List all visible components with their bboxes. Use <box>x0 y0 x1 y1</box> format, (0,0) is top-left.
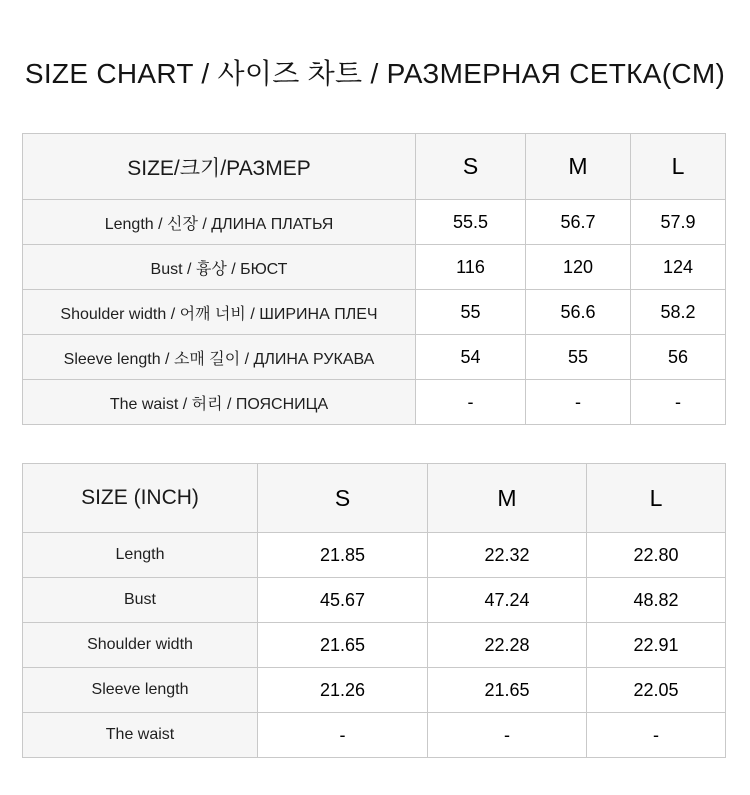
cm-col-header-m: M <box>526 134 631 200</box>
cm-row-waist <box>23 380 726 425</box>
value-cell: 124 <box>631 245 726 290</box>
inch-row-sleeve-length <box>23 668 726 713</box>
cm-table-title: SIZE/크기/РАЗМЕР <box>23 134 416 200</box>
cm-header-row <box>23 134 726 200</box>
row-label: Sleeve length <box>23 668 258 713</box>
inch-row-waist <box>23 713 726 758</box>
value-cell: 21.65 <box>428 668 587 713</box>
inch-row-shoulder-width <box>23 623 726 668</box>
row-label: Sleeve length / 소매 길이 / ДЛИНА РУКАВА <box>23 335 416 380</box>
value-cell: 22.28 <box>428 623 587 668</box>
cm-row-sleeve-length <box>23 335 726 380</box>
value-cell: 48.82 <box>587 578 726 623</box>
cm-size-table <box>22 133 726 425</box>
value-cell: 21.85 <box>258 533 428 578</box>
cm-row-bust <box>23 245 726 290</box>
value-cell: 58.2 <box>631 290 726 335</box>
value-cell: 55 <box>416 290 526 335</box>
row-label: Shoulder width <box>23 623 258 668</box>
inch-row-bust <box>23 578 726 623</box>
row-label: The waist <box>23 713 258 758</box>
row-label: Bust <box>23 578 258 623</box>
inch-table-title: SIZE (INCH) <box>23 464 258 533</box>
value-cell: 22.05 <box>587 668 726 713</box>
inch-size-table <box>22 463 726 758</box>
value-cell: - <box>428 713 587 758</box>
value-cell: 56 <box>631 335 726 380</box>
inch-header-row <box>23 464 726 533</box>
value-cell: 21.26 <box>258 668 428 713</box>
value-cell: - <box>587 713 726 758</box>
value-cell: - <box>526 380 631 425</box>
cm-col-header-s: S <box>416 134 526 200</box>
value-cell: - <box>631 380 726 425</box>
value-cell: 54 <box>416 335 526 380</box>
value-cell: 47.24 <box>428 578 587 623</box>
value-cell: 22.32 <box>428 533 587 578</box>
row-label: Length <box>23 533 258 578</box>
cm-col-header-l: L <box>631 134 726 200</box>
value-cell: 55 <box>526 335 631 380</box>
value-cell: 116 <box>416 245 526 290</box>
value-cell: 56.6 <box>526 290 631 335</box>
row-label: Length / 신장 / ДЛИНА ПЛАТЬЯ <box>23 200 416 245</box>
value-cell: 57.9 <box>631 200 726 245</box>
value-cell: - <box>258 713 428 758</box>
row-label: Shoulder width / 어깨 너비 / ШИРИНА ПЛЕЧ <box>23 290 416 335</box>
row-label: Bust / 흉상 / БЮСТ <box>23 245 416 290</box>
value-cell: - <box>416 380 526 425</box>
value-cell: 120 <box>526 245 631 290</box>
value-cell: 56.7 <box>526 200 631 245</box>
row-label: The waist / 허리 / ПОЯСНИЦА <box>23 380 416 425</box>
inch-col-header-s: S <box>258 464 428 533</box>
value-cell: 45.67 <box>258 578 428 623</box>
value-cell: 22.80 <box>587 533 726 578</box>
inch-col-header-l: L <box>587 464 726 533</box>
page-title: SIZE CHART / 사이즈 차트 / РАЗМЕРНАЯ СЕТКА(CM) <box>24 58 726 89</box>
inch-row-length <box>23 533 726 578</box>
inch-col-header-m: M <box>428 464 587 533</box>
cm-row-length <box>23 200 726 245</box>
cm-row-shoulder-width <box>23 290 726 335</box>
value-cell: 22.91 <box>587 623 726 668</box>
value-cell: 21.65 <box>258 623 428 668</box>
value-cell: 55.5 <box>416 200 526 245</box>
